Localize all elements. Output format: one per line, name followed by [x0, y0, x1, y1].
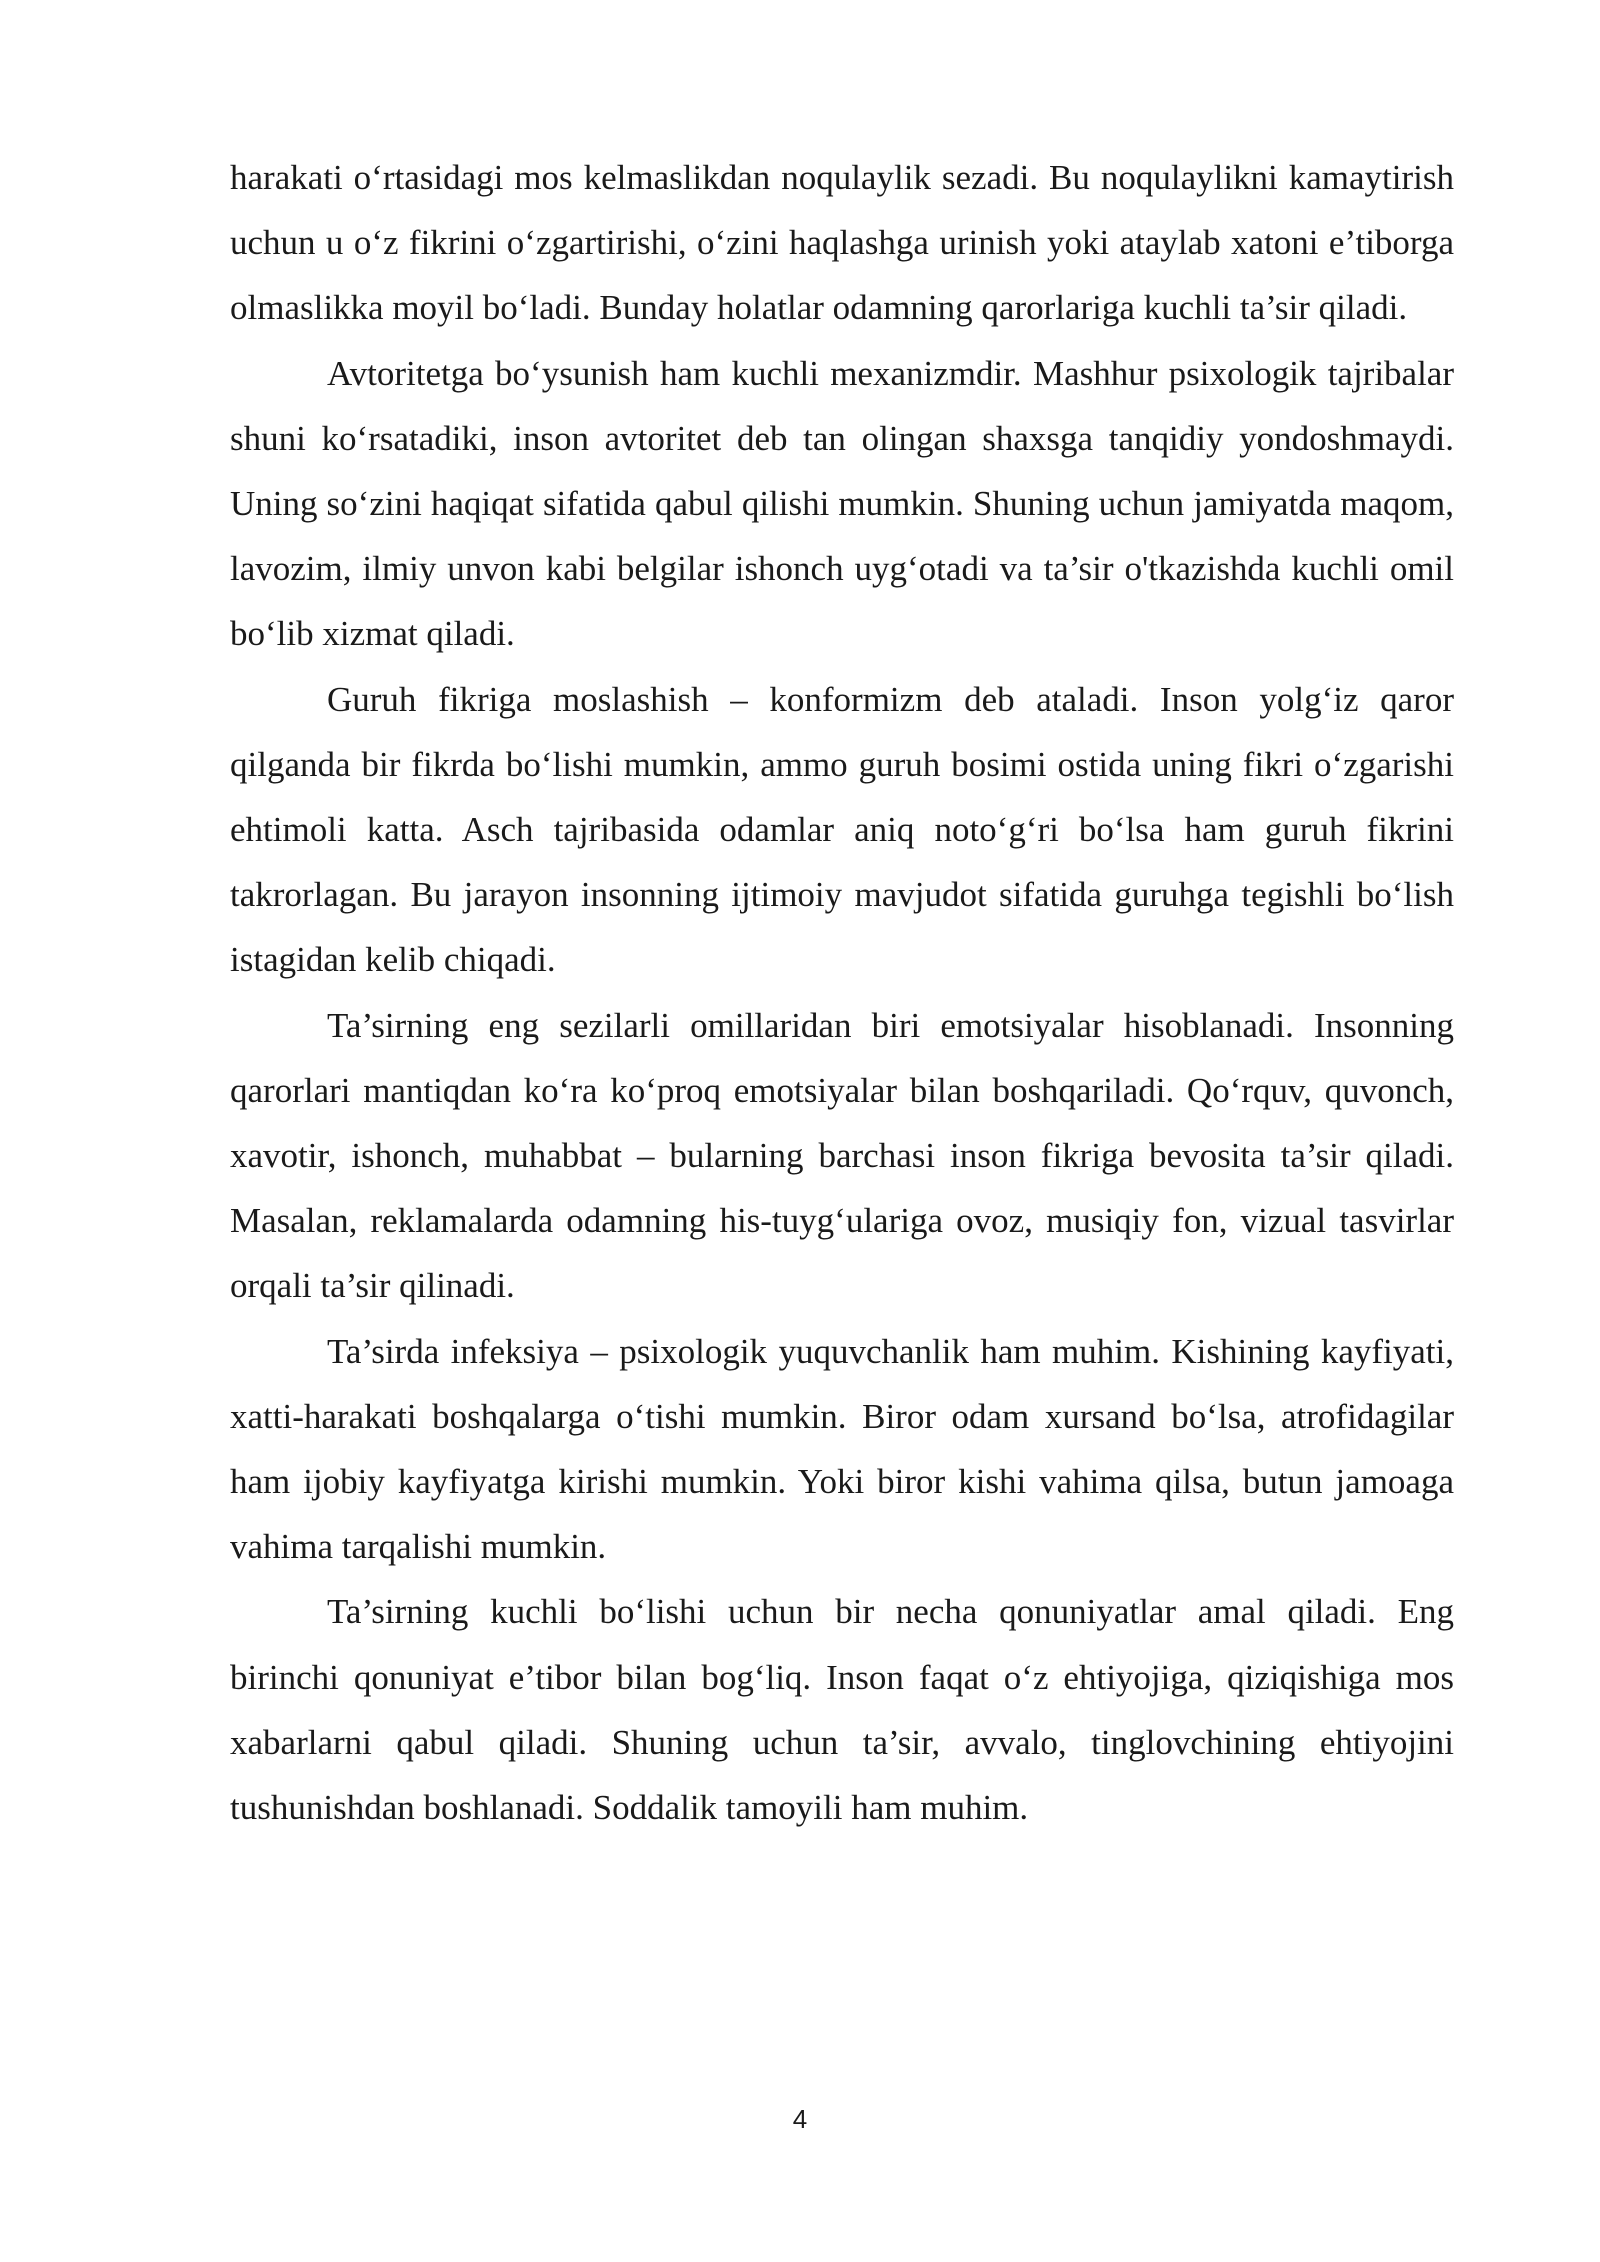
- paragraph-contagion: Ta’sirda infeksiya – psixologik yuquvchanlik ham muhim. Kishining kayfiyati, xatti-harakati boshqalarga o‘tishi mumkin. Biror odam xursand bo‘lsa, atrofidagilar ham ijobiy kayfiyatga kirishi mumkin. Yoki biror kishi vahima qilsa, butun jamoaga vahima tarqalishi mumkin.: [230, 1331, 1454, 1567]
- page-body: [230, 145, 1454, 1840]
- paragraph-conformism: Guruh fikriga moslashish – konformizm deb ataladi. Inson yolg‘iz qaror qilganda bir fikrda bo‘lishi mumkin, ammo guruh bosimi ostida uning fikri o‘zgarishi ehtimoli katta. Asch tajribasida odamlar aniq noto‘g‘ri bo‘lsa ham guruh fikrini takrorlagan. Bu jarayon insonning ijtimoiy mavjudot sifatida guruhga tegishli bo‘lish istagidan kelib chiqadi.: [230, 679, 1454, 980]
- page-number: 4: [792, 2104, 808, 2134]
- paragraph-laws: Ta’sirning kuchli bo‘lishi uchun bir necha qonuniyatlar amal qiladi. Eng birinchi qonuniyat e’tibor bilan bog‘liq. Inson faqat o‘z ehtiyojiga, qiziqishiga mos xabarlarni qabul qiladi. Shuning uchun ta’sir, avvalo, tinglovchining ehtiyojini tushunishdan boshlanadi. Soddalik tamoyili ham muhim.: [230, 1592, 1454, 1828]
- paragraph-continuation: harakati o‘rtasidagi mos kelmaslikdan noqulaylik sezadi. Bu noqulaylikni kamaytirish uchun u o‘z fikrini o‘zgartirishi, o‘zini haqlashga urinish yoki ataylab xatoni e’tiborga olmaslikka moyil bo‘ladi. Bunday holatlar odamning qarorlariga kuchli ta’sir qiladi.: [230, 158, 1454, 328]
- paragraph-emotions: Ta’sirning eng sezilarli omillaridan biri emotsiyalar hisoblanadi. Insonning qarorlari mantiqdan ko‘ra ko‘proq emotsiyalar bilan boshqariladi. Qo‘rquv, quvonch, xavotir, ishonch, muhabbat – bularning barchasi inson fikriga bevosita ta’sir qiladi. Masalan, reklamalarda odamning his-tuyg‘ulariga ovoz, musiqiy fon, vizual tasvirlar orqali ta’sir qilinadi.: [230, 1005, 1454, 1306]
- paragraph-authority: Avtoritetga bo‘ysunish ham kuchli mexanizmdir. Mashhur psixologik tajribalar shuni ko‘rsatadiki, inson avtoritet deb tan olingan shaxsga tanqidiy yondoshmaydi. Uning so‘zini haqiqat sifatida qabul qilishi mumkin. Shuning uchun jamiyatda maqom, lavozim, ilmiy unvon kabi belgilar ishonch uyg‘otadi va ta’sir o'tkazishda kuchli omil bo‘lib xizmat qiladi.: [230, 353, 1454, 654]
